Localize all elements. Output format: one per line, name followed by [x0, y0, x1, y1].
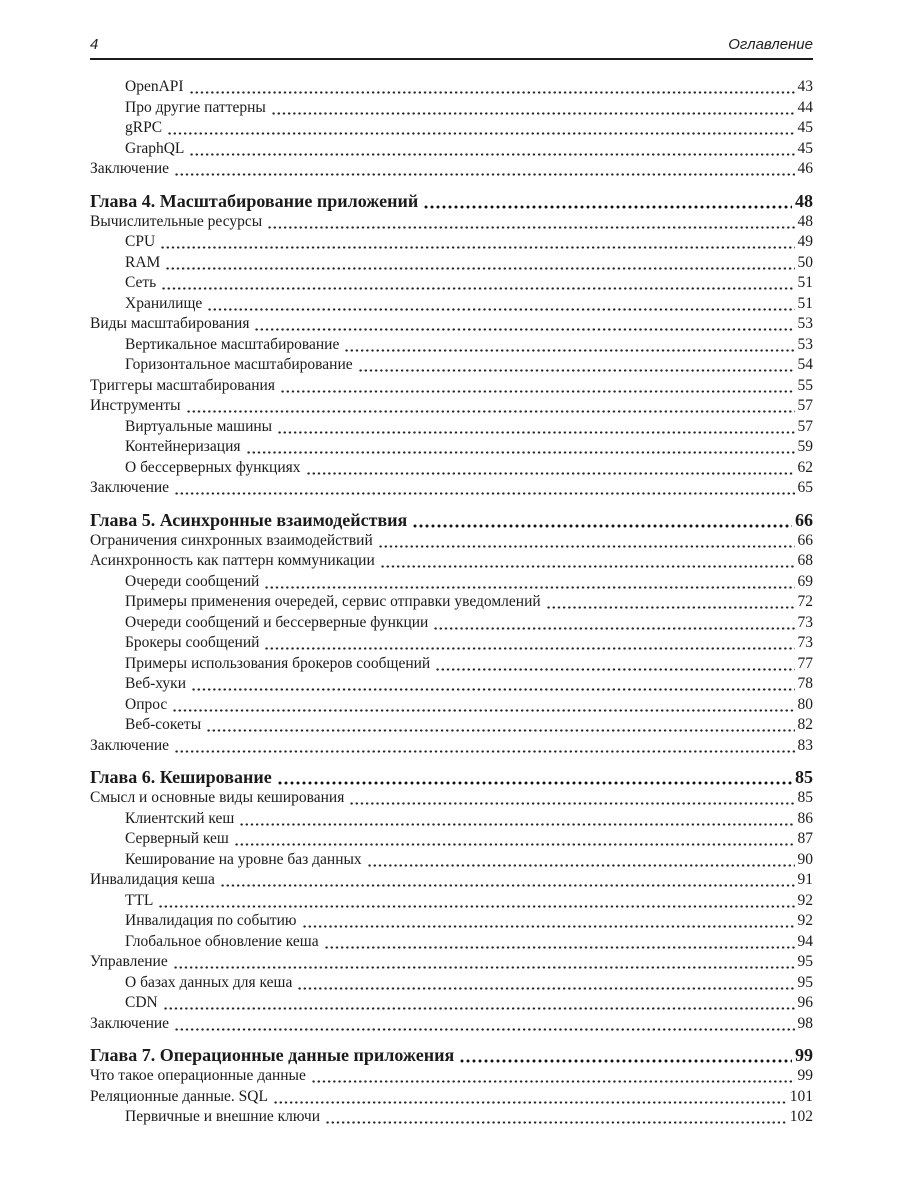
dot-leader — [349, 788, 794, 809]
dot-leader — [325, 1107, 787, 1128]
dot-leader — [191, 674, 794, 695]
toc-entry-label: Управление — [90, 953, 168, 970]
dot-leader — [174, 736, 794, 757]
toc-entry — [90, 788, 813, 809]
toc-entry-page: 48 — [797, 212, 813, 230]
toc-entry — [90, 77, 813, 98]
dot-leader — [161, 273, 794, 294]
dot-leader — [264, 633, 794, 654]
toc-entry — [90, 1066, 813, 1087]
toc-entry-label: CPU — [125, 233, 156, 250]
dot-leader — [172, 695, 794, 716]
toc-entry-label: Инвалидация по событию — [125, 912, 297, 929]
toc-entry-page: 92 — [797, 891, 813, 909]
toc-entry — [90, 118, 813, 139]
toc-entry — [90, 715, 813, 736]
toc-entry — [90, 510, 813, 531]
toc-entry — [90, 829, 813, 850]
toc-entry-label: О бессерверных функциях — [125, 458, 301, 476]
toc-entry-label: Заключение — [90, 479, 170, 496]
dot-leader — [173, 952, 795, 973]
header-title: Оглавление — [728, 36, 813, 53]
toc-entry — [90, 212, 813, 233]
toc-entry — [90, 850, 813, 871]
toc-entry — [90, 1045, 813, 1066]
toc-entry-page: 85 — [797, 789, 813, 806]
toc-entry-label: OpenAPI — [125, 78, 184, 95]
toc-entry — [90, 159, 813, 180]
toc-entry-page: 95 — [797, 953, 813, 970]
toc-entry-label: Про другие паттерны — [125, 98, 266, 116]
toc-entry-page: 96 — [797, 994, 813, 1011]
dot-leader — [433, 613, 794, 634]
toc-entry-page: 66 — [795, 509, 813, 530]
toc-entry-page: 77 — [797, 654, 813, 672]
dot-leader — [273, 1087, 787, 1108]
toc-entry-page: 49 — [797, 233, 813, 250]
header-page-number: 4 — [90, 36, 99, 53]
toc-entry-label: Очереди сообщений и бессерверные функции — [125, 613, 429, 631]
toc-entry-label: Примеры применения очередей, сервис отправки уведомлений — [125, 593, 541, 610]
toc-entry-label: Серверный кеш — [125, 830, 229, 847]
dot-leader — [165, 253, 794, 274]
toc-entry-page: 83 — [797, 736, 813, 754]
toc-entry-page: 102 — [789, 1108, 813, 1125]
dot-leader — [186, 396, 795, 417]
toc-entry-page: 43 — [797, 78, 813, 95]
dot-leader — [254, 314, 794, 335]
toc-entry-page: 44 — [797, 98, 813, 116]
dot-leader — [344, 335, 794, 356]
toc-entry — [90, 314, 813, 335]
toc-entry — [90, 139, 813, 160]
dot-leader — [207, 294, 794, 315]
toc-entry-label: Очереди сообщений — [125, 572, 260, 590]
dot-leader — [311, 1066, 795, 1087]
toc-entry — [90, 273, 813, 294]
toc-entry-label: Инструменты — [90, 397, 181, 414]
dot-leader — [324, 932, 795, 953]
dot-leader — [163, 993, 795, 1014]
toc-entry-page: 98 — [797, 1014, 813, 1032]
toc-entry-page: 86 — [797, 809, 813, 827]
toc-entry-label: Веб-хуки — [125, 675, 187, 692]
toc-entry — [90, 767, 813, 788]
toc-list — [90, 77, 813, 1128]
dot-leader — [297, 973, 794, 994]
toc-entry-label: Заключение — [90, 736, 170, 754]
dot-leader — [174, 159, 794, 180]
dot-leader — [277, 417, 794, 438]
toc-entry-page: 87 — [797, 830, 813, 847]
toc-entry — [90, 355, 813, 376]
dot-leader — [264, 572, 794, 593]
toc-entry-label: Виртуальные машины — [125, 417, 273, 435]
toc-entry-page: 99 — [795, 1045, 813, 1065]
toc-entry-page: 53 — [797, 335, 813, 353]
dot-leader — [280, 376, 795, 397]
toc-entry-page: 51 — [797, 294, 813, 312]
toc-entry — [90, 396, 813, 417]
page-header — [90, 36, 813, 60]
toc-entry-label: Вертикальное масштабирование — [125, 335, 340, 353]
toc-entry-label: Хранилище — [125, 294, 203, 312]
toc-entry-label: Контейнеризация — [125, 438, 241, 455]
toc-entry-page: 91 — [797, 871, 813, 888]
toc-entry-label: О базах данных для кеша — [125, 973, 293, 991]
toc-entry — [90, 1107, 813, 1128]
toc-entry — [90, 993, 813, 1014]
toc-entry-label: TTL — [125, 891, 154, 909]
toc-entry-label: Глобальное обновление кеша — [125, 932, 319, 950]
toc-entry — [90, 891, 813, 912]
toc-entry-label: Что такое операционные данные — [90, 1067, 306, 1084]
dot-leader — [158, 891, 794, 912]
toc-entry — [90, 613, 813, 634]
toc-entry — [90, 551, 813, 572]
toc-entry-page: 65 — [797, 479, 813, 496]
toc-entry-label: gRPC — [125, 119, 163, 136]
dot-leader — [306, 458, 795, 479]
toc-entry — [90, 191, 813, 212]
toc-entry — [90, 1014, 813, 1035]
toc-entry-label: Горизонтальное масштабирование — [125, 356, 353, 373]
toc-entry-label: Ограничения синхронных взаимодействий — [90, 531, 373, 549]
toc-entry — [90, 809, 813, 830]
dot-leader — [239, 809, 794, 830]
toc-entry — [90, 911, 813, 932]
toc-entry-label: Клиентский кеш — [125, 809, 235, 827]
toc-entry-page: 54 — [797, 356, 813, 373]
toc-entry — [90, 458, 813, 479]
toc-entry-label: Глава 6. Кеширование — [90, 767, 272, 787]
toc-entry-label: GraphQL — [125, 139, 185, 157]
toc-entry-page: 82 — [797, 716, 813, 733]
toc-entry-page: 92 — [797, 912, 813, 929]
toc-entry-label: Кеширование на уровне баз данных — [125, 850, 362, 868]
toc-entry — [90, 478, 813, 499]
toc-entry-label: Смысл и основные виды кеширования — [90, 789, 345, 806]
toc-entry-label: Заключение — [90, 160, 170, 177]
toc-entry-label: Реляционные данные. SQL — [90, 1087, 268, 1105]
dot-leader — [174, 1014, 794, 1035]
toc-entry-label: Заключение — [90, 1014, 170, 1032]
toc-entry-label: Веб-сокеты — [125, 716, 202, 733]
toc-entry-page: 48 — [795, 190, 813, 211]
toc-entry-page: 72 — [797, 593, 813, 610]
toc-entry — [90, 870, 813, 891]
toc-entry — [90, 633, 813, 654]
dot-leader — [367, 850, 795, 871]
toc-entry-page: 50 — [797, 253, 813, 271]
toc-entry — [90, 952, 813, 973]
toc-entry-page: 69 — [797, 572, 813, 590]
dot-leader — [246, 437, 795, 458]
toc-entry-label: Глава 4. Масштабирование приложений — [90, 190, 419, 211]
dot-leader — [174, 478, 794, 499]
toc-entry-label: Первичные и внешние ключи — [125, 1108, 320, 1125]
toc-entry-page: 51 — [797, 274, 813, 291]
toc-entry-page: 68 — [797, 552, 813, 569]
toc-entry-page: 85 — [795, 767, 813, 787]
toc-entry-label: Виды масштабирования — [90, 315, 250, 332]
dot-leader — [234, 829, 795, 850]
toc-entry-label: Инвалидация кеша — [90, 871, 215, 888]
toc-entry — [90, 417, 813, 438]
toc-entry-label: Глава 5. Асинхронные взаимодействия — [90, 509, 408, 530]
dot-leader — [189, 77, 795, 98]
toc-entry — [90, 232, 813, 253]
toc-entry — [90, 253, 813, 274]
dot-leader — [412, 510, 792, 531]
dot-leader — [206, 715, 794, 736]
toc-entry-label: RAM — [125, 253, 161, 271]
dot-leader — [220, 870, 795, 891]
toc-entry — [90, 1087, 813, 1108]
toc-entry-label: Опрос — [125, 695, 168, 713]
toc-entry — [90, 98, 813, 119]
toc-entry-page: 46 — [797, 160, 813, 177]
toc-entry-label: Сеть — [125, 274, 157, 291]
toc-entry — [90, 294, 813, 315]
toc-entry-page: 57 — [797, 417, 813, 435]
toc-entry-page: 73 — [797, 634, 813, 651]
toc-entry-page: 66 — [797, 531, 813, 549]
toc-entry-label: Вычислительные ресурсы — [90, 212, 263, 230]
toc-entry-page: 45 — [797, 139, 813, 157]
toc-entry — [90, 674, 813, 695]
toc-entry-page: 90 — [797, 850, 813, 868]
toc-entry-label: Брокеры сообщений — [125, 634, 260, 651]
toc-entry-page: 99 — [797, 1067, 813, 1084]
toc-entry-page: 55 — [797, 376, 813, 394]
toc-entry-label: Триггеры масштабирования — [90, 376, 275, 394]
toc-entry-label: Глава 7. Операционные данные приложения — [90, 1045, 455, 1065]
toc-entry — [90, 932, 813, 953]
toc-entry — [90, 572, 813, 593]
toc-entry — [90, 736, 813, 757]
toc-entry — [90, 654, 813, 675]
toc-entry-page: 94 — [797, 932, 813, 950]
dot-leader — [267, 212, 794, 233]
dot-leader — [302, 911, 795, 932]
toc-entry-page: 73 — [797, 613, 813, 631]
toc-entry-label: Асинхронность как паттерн коммуникации — [90, 552, 375, 569]
dot-leader — [160, 232, 794, 253]
toc-entry-page: 80 — [797, 695, 813, 713]
toc-entry — [90, 437, 813, 458]
toc-entry-page: 53 — [797, 315, 813, 332]
dot-leader — [423, 191, 792, 212]
dot-leader — [189, 139, 794, 160]
dot-leader — [277, 767, 792, 788]
dot-leader — [380, 551, 795, 572]
dot-leader — [378, 531, 795, 552]
dot-leader — [459, 1045, 792, 1066]
dot-leader — [546, 592, 795, 613]
dot-leader — [435, 654, 794, 675]
toc-entry-page: 78 — [797, 675, 813, 692]
dot-leader — [358, 355, 795, 376]
toc-entry — [90, 376, 813, 397]
dot-leader — [271, 98, 795, 119]
toc-entry-label: CDN — [125, 994, 158, 1011]
toc-entry-page: 95 — [797, 973, 813, 991]
toc-entry — [90, 531, 813, 552]
toc-entry — [90, 973, 813, 994]
toc-entry — [90, 695, 813, 716]
toc-entry-page: 59 — [797, 438, 813, 455]
toc-entry-page: 62 — [797, 458, 813, 476]
dot-leader — [167, 118, 794, 139]
toc-entry — [90, 335, 813, 356]
toc-entry-page: 45 — [797, 119, 813, 136]
toc-entry-page: 101 — [789, 1087, 813, 1105]
toc-entry-label: Примеры использования брокеров сообщений — [125, 654, 431, 672]
toc-entry-page: 57 — [797, 397, 813, 414]
toc-entry — [90, 592, 813, 613]
